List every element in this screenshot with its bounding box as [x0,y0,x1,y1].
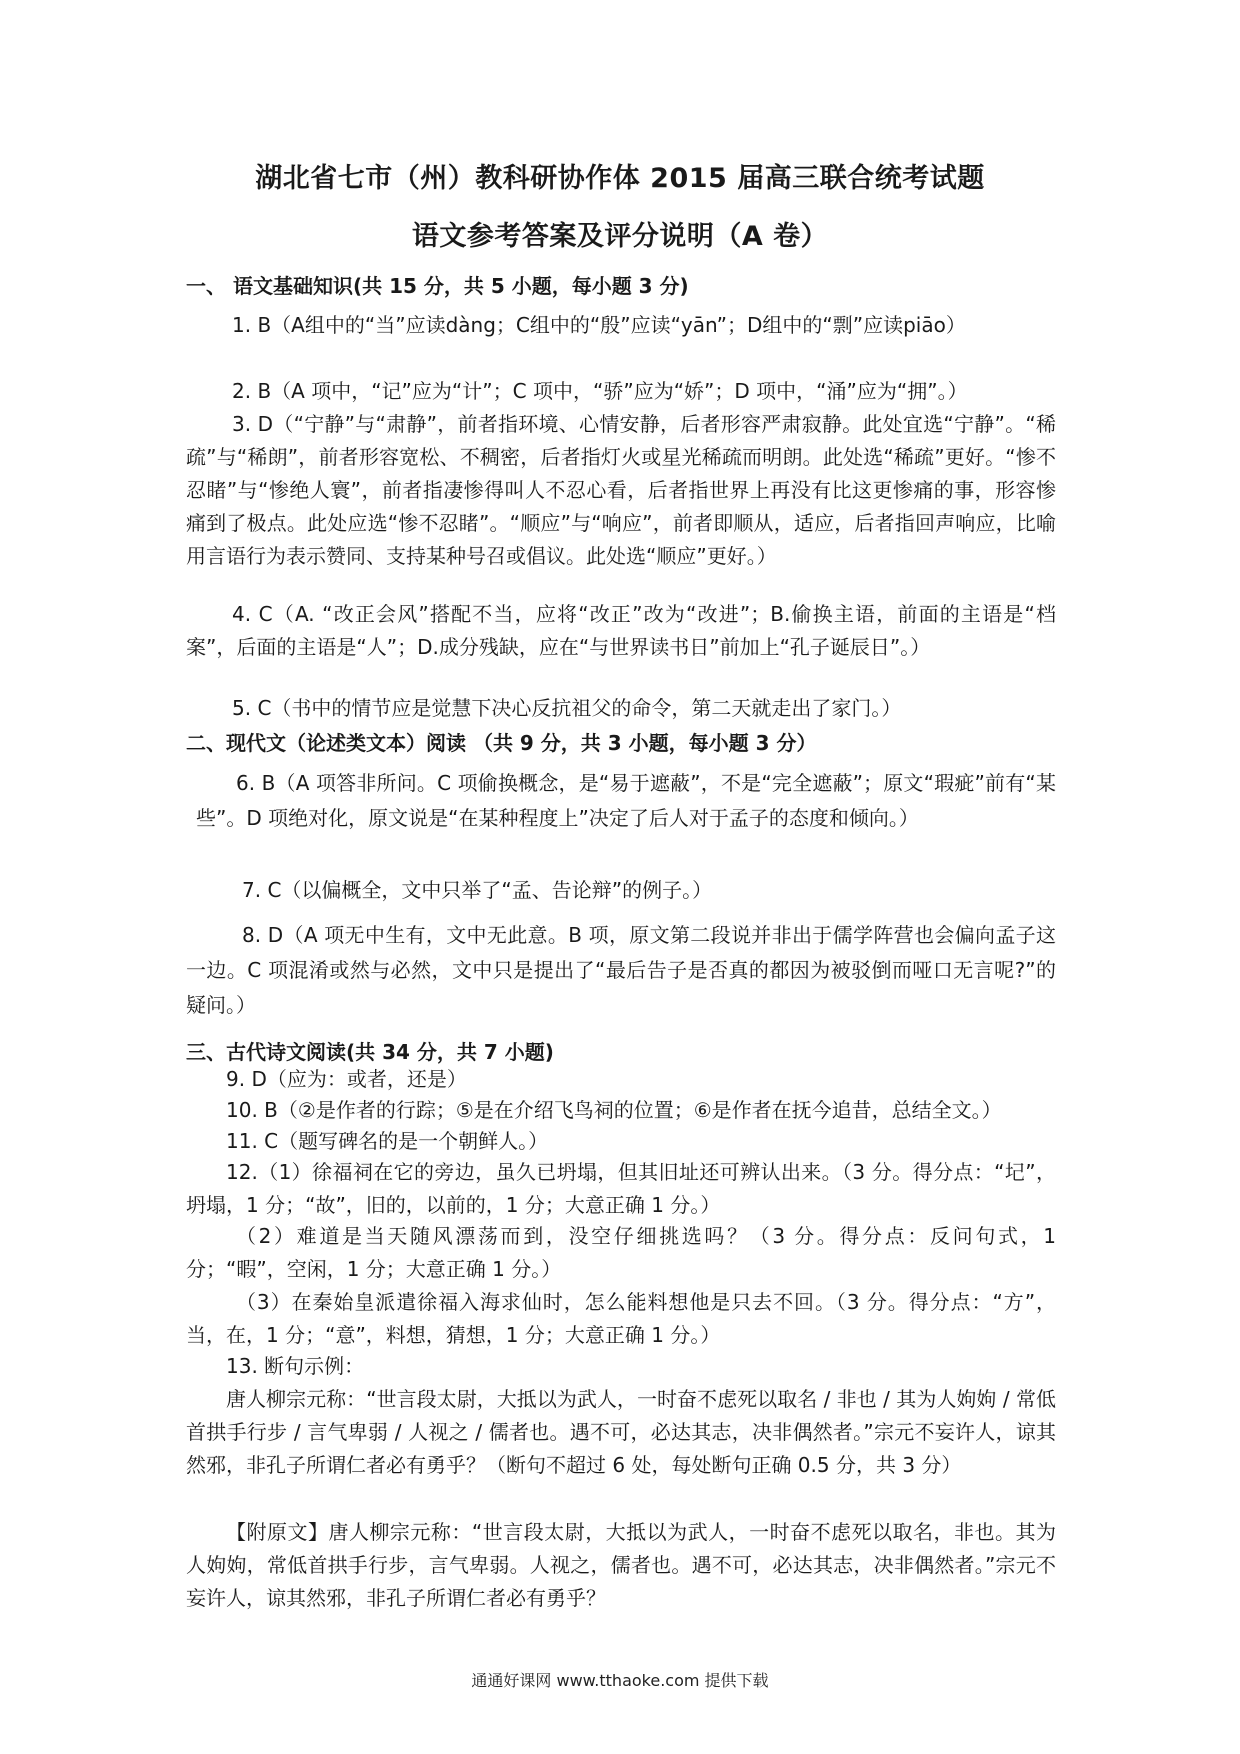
section-heading-3: 三、古代诗文阅读(共 34 分，共 7 小题) [186,1040,554,1064]
footer-source: 通通好课网 www.tthaoke.com 提供下载 [471,1671,769,1690]
answer-4: 4. C（A. “改正会风”搭配不当，应将“改正”改为“改进”；B.偷换主语，前面的主语是“档案”，后面的主语是“人”；D.成分残缺，应在“与世界读书日”前加上“孔子诞辰日”。） [186,602,1056,659]
answer-6: 6. B（A 项答非所问。C 项偷换概念，是“易于遮蔽”，不是“完全遮蔽”；原文“瑕疵”前有“某些”。D 项绝对化，原文说是“在某种程度上”决定了后人对于孟子的态度和倾向。） [196,771,1056,830]
answer-2: 2. B（A 项中，“记”应为“计”；C 项中，“骄”应为“娇”；D 项中，“涌”应为“拥”。） [232,379,968,403]
answer-13-punctuation: 唐人柳宗元称：“世言段太尉，大抵以为武人，一时奋不虑死以取名 / 非也 / 其为人姁姁 / 常低首拱手行步 / 言气卑弱 / 人视之 / 儒者也。遇不可，必达其志，决非偶然者。”宗元不妄许人，谅其然邪，非孔子所谓仁者必有勇乎？（断句不超过 6 处，每处断句正确 0.5 分，共 3 分） [186,1387,1056,1477]
answer-3: 3. D（“宁静”与“肃静”，前者指环境、心情安静，后者形容严肃寂静。此处宜选“宁静”。“稀疏”与“稀朗”，前者形容宽松、不稠密，后者指灯火或星光稀疏而明朗。此处选“稀疏”更好。“惨不忍睹”与“惨绝人寰”，前者指凄惨得叫人不忍心看，后者指世界上再没有比这更惨痛的事，形容惨痛到了极点。此处应选“惨不忍睹”。“顺应”与“响应”，前者即顺从，适应，后者指回声响应，比喻用言语行为表示赞同、支持某种号召或倡议。此处选“顺应”更好。） [186,412,1056,568]
answer-1: 1. B（A组中的“当”应读dàng；C组中的“殷”应读“yān”；D组中的“剽”应读piāo） [232,313,966,337]
answer-12-1: 12.（1）徐福祠在它的旁边，虽久已坍塌，但其旧址还可辨认出来。（3 分。得分点：“圮”，坍塌，1 分；“故”，旧的，以前的，1 分；大意正确 1 分。） [186,1160,1056,1217]
answer-5: 5. C（书中的情节应是觉慧下决心反抗祖父的命令，第二天就走出了家门。） [232,696,902,720]
answer-13-heading: 13. 断句示例： [226,1354,365,1378]
answer-12-3: （3）在秦始皇派遣徐福入海求仙时，怎么能料想他是只去不回。（3 分。得分点：“方”，当，在，1 分；“意”，料想，猜想，1 分；大意正确 1 分。） [186,1290,1056,1347]
answer-10: 10. B（②是作者的行踪；⑤是在介绍飞鸟祠的位置；⑥是作者在抚今追昔，总结全文。） [226,1098,1002,1122]
page-title: 湖北省七市（州）教科研协作体 2015 届高三联合统考试题 [255,163,985,194]
answer-9: 9. D（应为：或者，还是） [226,1067,467,1091]
section-heading-2: 二、现代文（论述类文本）阅读 （共 9 分，共 3 小题，每小题 3 分） [186,731,817,755]
answer-8: 8. D（A 项无中生有，文中无此意。B 项，原文第二段说并非出于儒学阵营也会偏向孟子这一边。C 项混淆或然与必然，文中只是提出了“最后告子是否真的都因为被驳倒而哑口无言呢?”的疑问。） [186,923,1056,1017]
section-heading-1: 一、 语文基础知识(共 15 分，共 5 小题，每小题 3 分) [186,274,689,298]
answer-7: 7. C（以偏概全，文中只举了“孟、告论辩”的例子。） [242,878,713,902]
answer-12-2: （2）难道是当天随风漂荡而到，没空仔细挑选吗？（3 分。得分点：反问句式，1 分；“暇”，空闲，1 分；大意正确 1 分。） [186,1224,1056,1281]
page-subtitle: 语文参考答案及评分说明（A 卷） [411,221,829,252]
answer-13-original-text: 【附原文】唐人柳宗元称：“世言段太尉，大抵以为武人，一时奋不虑死以取名，非也。其为人姁姁，常低首拱手行步，言气卑弱。人视之，儒者也。遇不可，必达其志，决非偶然者。”宗元不妄许人，谅其然邪，非孔子所谓仁者必有勇乎？ [186,1520,1056,1610]
answer-11: 11. C（题写碑名的是一个朝鲜人。） [226,1129,549,1153]
